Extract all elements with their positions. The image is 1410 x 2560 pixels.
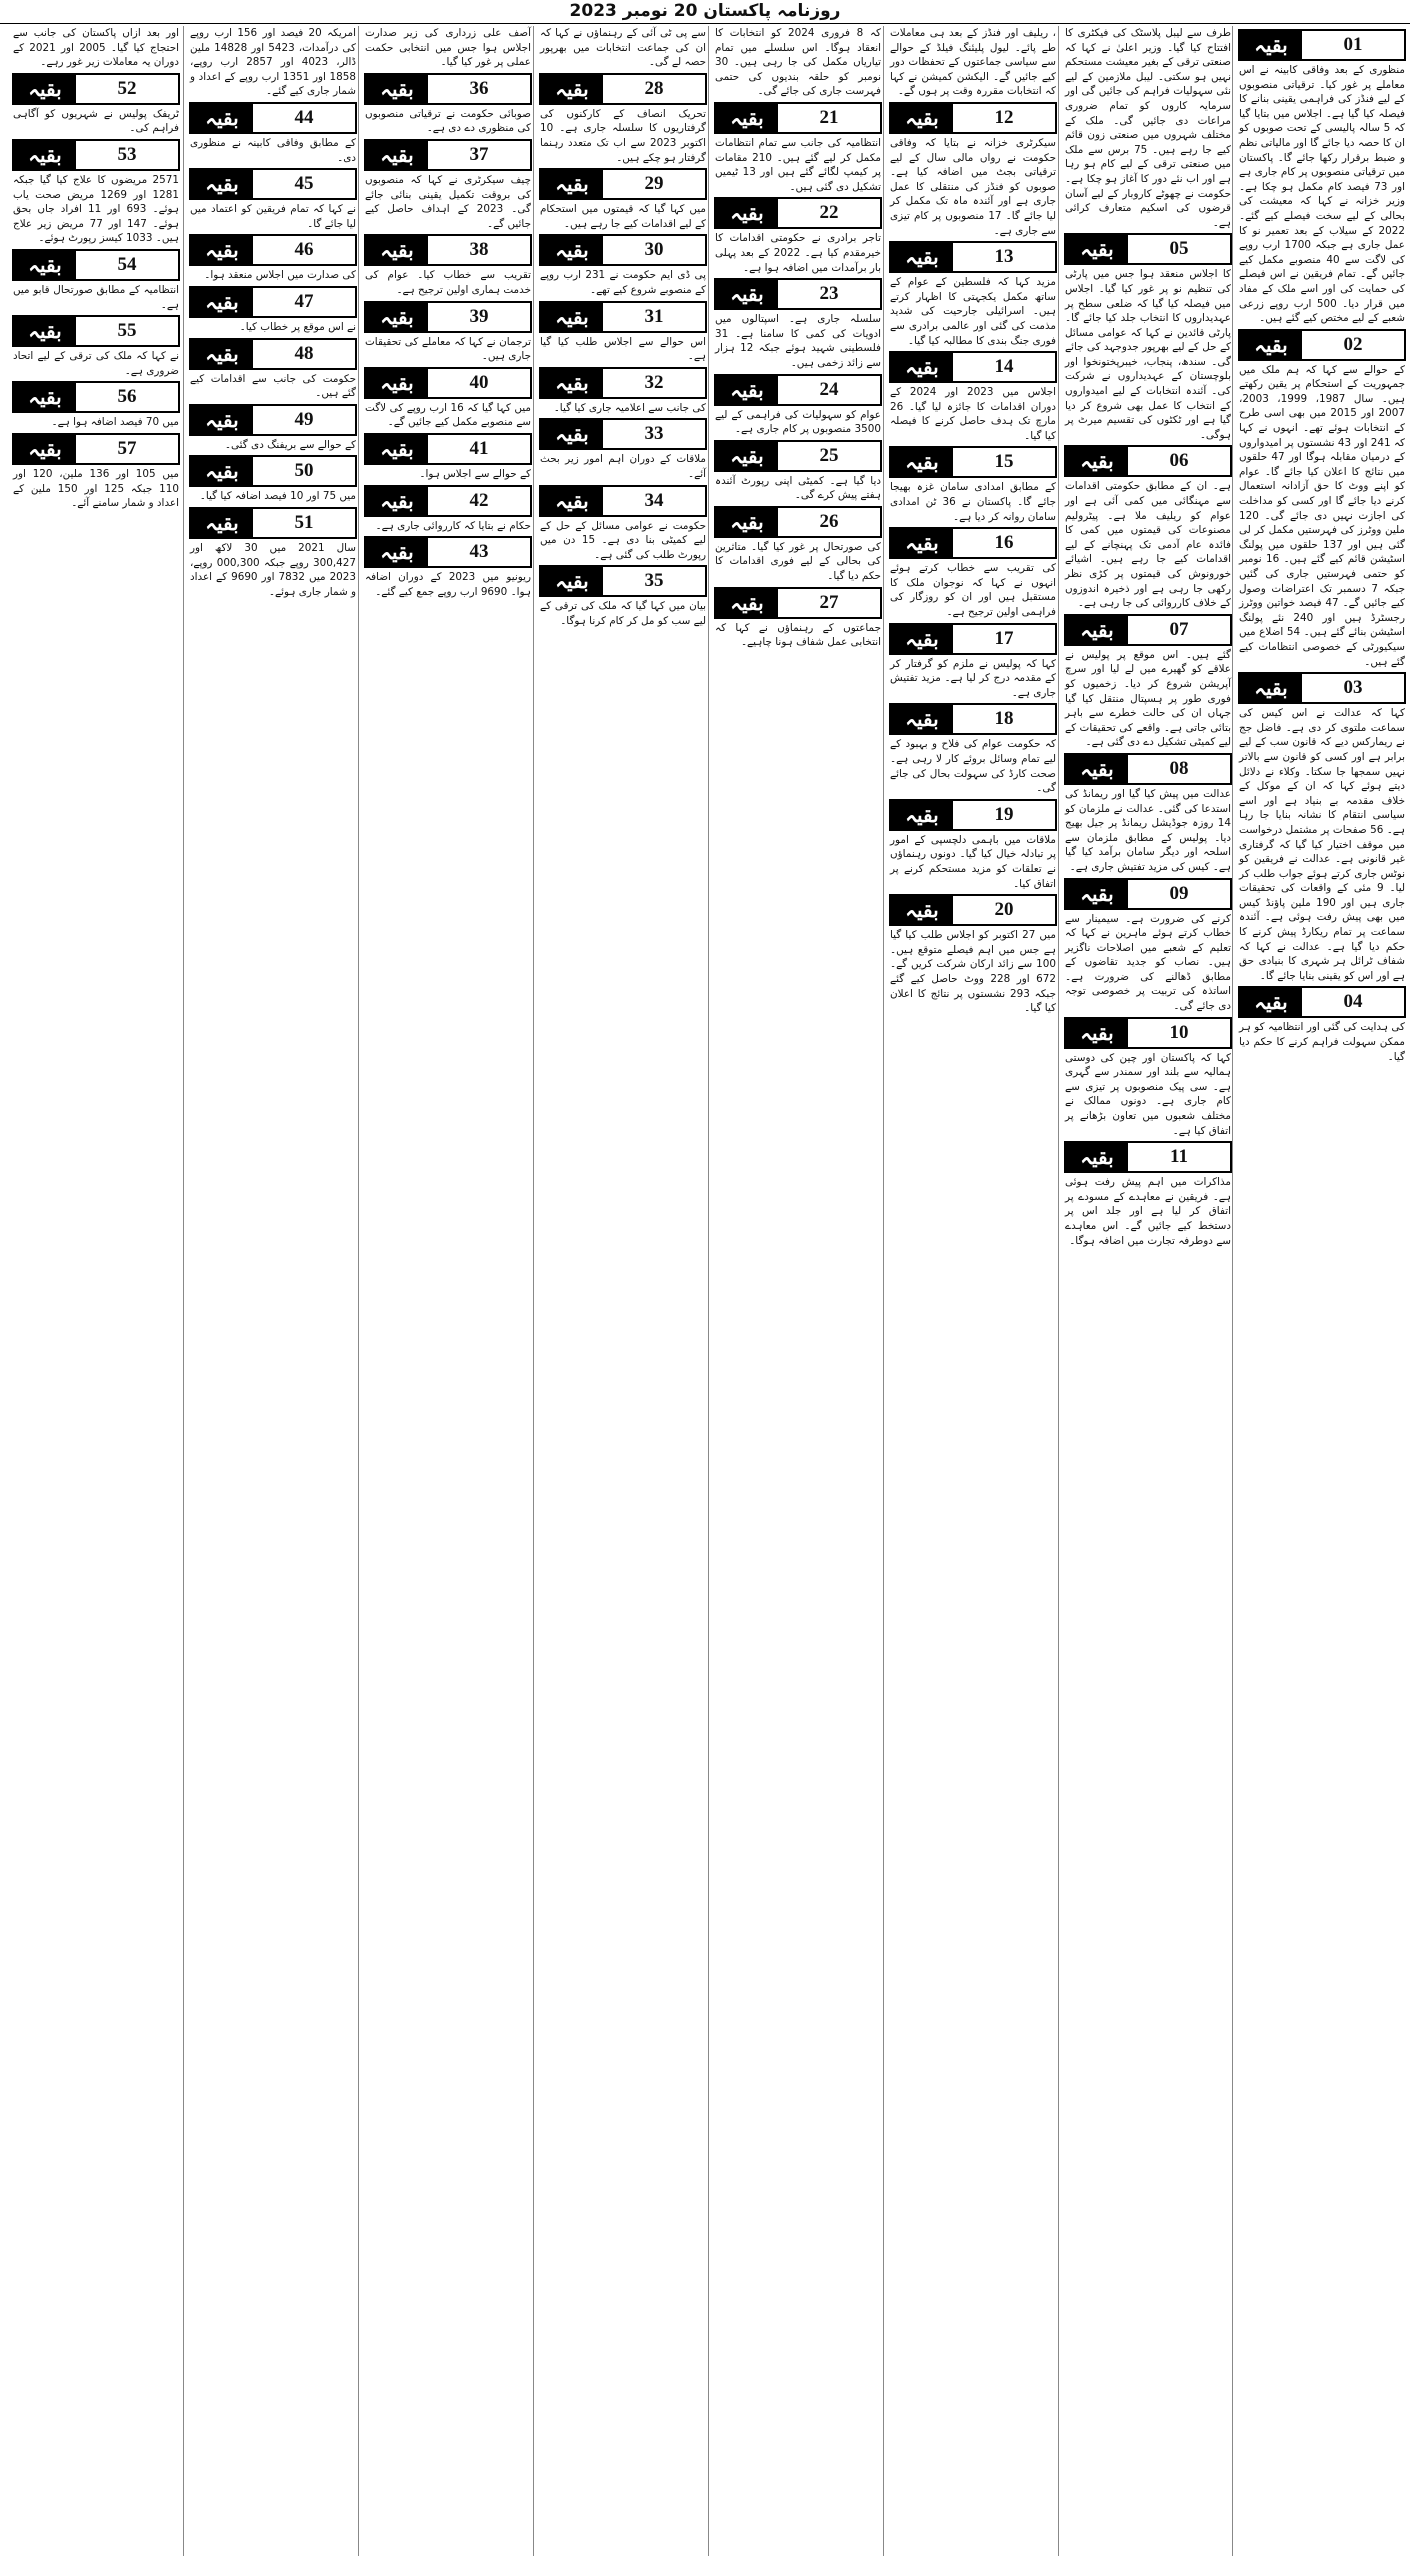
article-text: نے کہا کہ ملک کی ترقی کے لیے اتحاد ضروری ہے۔: [13, 350, 179, 377]
column-divider: [1058, 26, 1059, 2556]
continuation-number: 01: [1343, 34, 1363, 55]
continuation-number: 53: [117, 143, 137, 165]
article-text: ترجمان نے کہا کہ معاملے کی تحقیقات جاری ہیں۔: [365, 335, 531, 363]
continuation-box: [714, 278, 882, 310]
article-text: انتظامیہ کی جانب سے تمام انتظامات مکمل کر لیے گئے ہیں۔ 210 مقامات پر کیمپ لگائے گئے ہیں اور 13 ٹیمیں تشکیل دی گئی ہیں۔: [715, 136, 881, 193]
continuation-label: بقیہ: [541, 236, 603, 264]
continuation-label: بقیہ: [891, 896, 953, 924]
continuation-box: [889, 527, 1057, 559]
column-divider: [358, 26, 359, 2556]
continuation-number: 46: [294, 239, 314, 261]
article-text: کہا کہ عدالت نے اس کیس کی سماعت ملتوی کر دی ہے۔ فاضل جج نے ریمارکس دیے کہ قانون سب کے لیے برابر ہے اور کسی کو قانون سے بالاتر نہیں سمجھا جا سکتا۔ وکلاء نے دلائل دیتے ہوئے کہا کہ ان کے موکل کے خلاف مقدمہ بے بنیاد ہے اور اسے سیاسی انتقام کا نشانہ بنایا جا رہا ہے۔ 56 صفحات پر مشتمل درخواست میں موقف اختیار کیا گیا کہ گرفتاری غیر قانونی ہے۔ عدالت نے فریقین کو نوٹس جاری کرتے ہوئے جواب طلب کر لیا۔ 9 مئی کے واقعات کی تحقیقات جاری ہیں اور 190 ملین پاؤنڈ کیس میں بھی پیش رفت ہوئی ہے۔ آئندہ سماعت پر تمام ریکارڈ پیش کرنے کا حکم دیا گیا ہے۔ عدالت نے کہا کہ شفاف ٹرائل ہر شہری کا بنیادی حق ہے اور اس کو یقینی بنایا جائے گا۔: [1239, 707, 1406, 982]
continuation-label: بقیہ: [541, 170, 603, 198]
column-3: [889, 26, 1057, 2556]
continuation-number: 54: [117, 253, 137, 275]
continuation-label: بقیہ: [1240, 674, 1302, 702]
continuation-label: بقیہ: [541, 75, 603, 103]
continuation-label: بقیہ: [1066, 447, 1128, 475]
continuation-label: بقیہ: [891, 705, 953, 733]
continuation-number: 21: [819, 106, 839, 128]
continuation-label: بقیہ: [366, 141, 428, 169]
article-text: ملاقات میں باہمی دلچسپی کے امور پر تبادلہ خیال کیا گیا۔ دونوں رہنماؤں نے تعلقات کو مزید مستحکم کرنے پر اتفاق کیا۔: [890, 833, 1056, 890]
continuation-number: 14: [994, 356, 1014, 378]
column-7: [189, 26, 357, 2556]
continuation-number: 02: [1343, 333, 1363, 355]
continuation-label: بقیہ: [14, 383, 76, 411]
article-text: اس حوالے سے اجلاس طلب کیا گیا ہے۔: [540, 335, 706, 363]
page-masthead: روزنامہ پاکستان 20 نومبر 2023: [569, 1, 841, 21]
continuation-label: بقیہ: [891, 353, 953, 381]
column-2: [1064, 26, 1232, 2556]
continuation-number: 18: [994, 708, 1014, 730]
article-text: گئے ہیں۔ اس موقع پر پولیس نے علاقے کو گھیرے میں لے لیا اور سرچ آپریشن شروع کر دیا۔ زخمیوں کو فوری طور پر ہسپتال منتقل کیا گیا جہاں ان کی حالت خطرے سے باہر بتائی جاتی ہے۔ واقعے کی تحقیقات کے لیے کمیٹی تشکیل دے دی گئی ہے۔: [1065, 648, 1231, 749]
continuation-box: [539, 73, 707, 105]
continuation-number: 15: [994, 451, 1014, 473]
continuation-number: 13: [994, 246, 1014, 268]
continuation-number: 04: [1343, 991, 1363, 1013]
continuation-box: [189, 286, 357, 318]
continuation-number: 16: [994, 532, 1014, 554]
continuation-number: 50: [294, 460, 314, 482]
article-text: تقریب سے خطاب کیا۔ عوام کی خدمت ہماری اولین ترجیح ہے۔: [365, 269, 531, 296]
continuation-box: [1238, 29, 1406, 61]
article-text: طرف سے لیبل پلاسٹک کی فیکٹری کا افتتاح کیا گیا۔ وزیر اعلیٰ نے کہا کہ صنعتی ترقی کے بغیر معیشت مستحکم نہیں ہو سکتی۔ لیبل ملازمین کے لیے نئی سہولیات فراہم کی جائیں گی اور سرمایہ کاروں کو تمام ضروری مراعات دی جائیں گی۔ ملک کے مختلف شہروں میں صنعتی زون قائم کیے جا رہے ہیں۔ 75 برس سے ملک میں صنعتی ترقی کے لیے کام ہو رہا ہے اور اب نئے دور کا آغاز ہو چکا ہے۔ حکومت نے چھوٹے کاروبار کے لیے آسان قرضوں کی اسکیم متعارف کرائی ہے۔: [1065, 27, 1231, 229]
continuation-box: [714, 587, 882, 619]
article-text: سیکرٹری خزانہ نے بتایا کہ وفاقی حکومت نے رواں مالی سال کے لیے ترقیاتی بجٹ میں اضافہ کیا ہے۔ صوبوں کو فنڈز کی منتقلی کا عمل جاری ہے اور آئندہ ماہ تک مکمل کر لیا جائے گا۔ 17 منصوبوں پر کام تیزی سے جاری ہے۔: [890, 136, 1056, 237]
continuation-label: بقیہ: [366, 75, 428, 103]
continuation-label: بقیہ: [716, 442, 778, 470]
continuation-label: بقیہ: [14, 317, 76, 345]
article-text: کا اجلاس منعقد ہوا جس میں پارٹی کی تنظیم نو پر غور کیا گیا۔ اجلاس میں فیصلہ کیا گیا کہ ضلعی سطح پر عہدیداروں کا انتخاب جلد کیا جائے گا۔ پارٹی قائدین نے کہا کہ عوامی مسائل کے حل کے لیے بھرپور جدوجہد کی جائے گی۔ سندھ، پنجاب، خیبرپختونخوا اور بلوچستان کے عہدیداروں نے شرکت کی۔ آئندہ انتخابات کے لیے امیدواروں کے انتخاب کا عمل بھی شروع کر دیا گیا ہے اور ٹکٹوں کی تقسیم میرٹ پر ہوگی۔: [1065, 268, 1231, 441]
column-6: [364, 26, 532, 2556]
continuation-box: [1064, 878, 1232, 910]
article-text: کہا کہ پاکستان اور چین کی دوستی ہمالیہ سے بلند اور سمندر سے گہری ہے۔ سی پیک منصوبوں پر تیزی سے کام جاری ہے۔ دونوں ممالک نے مختلف شعبوں میں تعاون بڑھانے پر اتفاق کیا ہے۔: [1065, 1051, 1231, 1137]
article-text: تحریک انصاف کے کارکنوں کی گرفتاریوں کا سلسلہ جاری ہے۔ 10 اکتوبر 2023 سے اب تک متعدد رہنما گرفتار ہو چکے ہیں۔: [540, 107, 707, 164]
continuation-number: 10: [1169, 1021, 1189, 1043]
continuation-box: [189, 234, 357, 266]
continuation-box: [12, 139, 180, 171]
article-text: کے حوالے سے اجلاس ہوا۔: [419, 467, 531, 480]
continuation-number: 48: [294, 342, 314, 364]
article-text: میں 75 اور 10 فیصد اضافہ کیا گیا۔: [199, 490, 356, 503]
continuation-label: بقیہ: [716, 589, 778, 617]
continuation-label: بقیہ: [716, 508, 778, 536]
article-text: انتظامیہ کے مطابق صورتحال قابو میں ہے۔: [13, 283, 179, 311]
continuation-box: [1064, 753, 1232, 785]
article-text: اجلاس میں 2023 اور 2024 کے دوران اقدامات کا جائزہ لیا گیا۔ 26 مارچ تک ہدف حاصل کرنے کا فیصلہ کیا گیا۔: [890, 386, 1056, 442]
column-divider: [708, 26, 709, 2556]
continuation-label: بقیہ: [191, 288, 253, 316]
article-text: میں کہا گیا کہ قیمتوں میں استحکام کے لیے اقدامات کیے جا رہے ہیں۔: [540, 203, 706, 230]
continuation-number: 57: [117, 437, 137, 459]
article-text: امریکہ 20 فیصد اور 156 ارب روپے کی درآمدات، 5423 اور 14828 ملین ڈالر، 4023 اور 2857 ارب روپے، 1858 اور 1351 ارب روپے کے اعداد و شمار جاری کیے گئے۔: [190, 27, 356, 98]
continuation-number: 36: [469, 77, 489, 99]
continuation-number: 52: [117, 77, 137, 99]
continuation-number: 44: [294, 106, 314, 128]
continuation-box: [714, 506, 882, 538]
continuation-label: بقیہ: [1066, 880, 1128, 908]
column-1: [1238, 26, 1406, 2556]
article-text: کے حوالے سے کہا کہ ہم ملک میں جمہوریت کے استحکام پر یقین رکھتے ہیں۔ سال 1987، 1999، 2003، 2007 اور 2015 میں بھی اسی طرح کے انتخابات ہوئے تھے۔ انہوں نے کہا کہ 241 اور 43 نشستوں پر امیدواروں کے درمیان مقابلہ ہوگا اور 47 حلقوں میں نتائج کا اعلان کیا جائے گا۔ عوام کو اپنے ووٹ کا حق آزادانہ استعمال کرنے دیا جائے گا اور کسی کو مداخلت کی اجازت نہیں دی جائے گی۔ 120 ملین ووٹرز کی فہرستیں مکمل کر لی گئی ہیں اور 137 حلقوں میں پولنگ اسٹیشن قائم کیے گئے ہیں۔ 16 نومبر کو حتمی فہرستیں جاری کی گئیں جبکہ 7 دسمبر تک اعتراضات وصول کیے جائیں گے۔ 47 فیصد خواتین ووٹرز رجسٹرڈ ہیں اور 240 نئے پولنگ اسٹیشن بنائے گئے ہیں۔ 54 اضلاع میں سیکیورٹی کے خصوصی انتظامات کیے گئے ہیں۔: [1239, 363, 1406, 668]
column-divider: [1232, 26, 1233, 2556]
continuation-number: 05: [1169, 238, 1189, 260]
continuation-number: 40: [469, 371, 489, 393]
continuation-label: بقیہ: [14, 435, 76, 463]
continuation-box: [889, 446, 1057, 478]
article-text: ملاقات کے دوران اہم امور زیر بحث آئے۔: [540, 453, 706, 480]
continuation-box: [12, 433, 180, 465]
continuation-label: بقیہ: [541, 487, 603, 515]
article-text: کی صورتحال پر غور کیا گیا۔ متاثرین کی بحالی کے لیے فوری اقدامات کا حکم دیا گیا۔: [715, 540, 881, 583]
article-text: کے مطابق امدادی سامان غزہ بھیجا جائے گا۔ پاکستان نے 36 ٹن امدادی سامان روانہ کر دیا ہے۔: [890, 481, 1057, 523]
continuation-box: [714, 374, 882, 406]
continuation-box: [714, 197, 882, 229]
continuation-box: [714, 102, 882, 134]
continuation-box: [1064, 1017, 1232, 1049]
continuation-number: 29: [644, 173, 664, 195]
continuation-number: 20: [994, 899, 1014, 921]
continuation-number: 26: [819, 510, 839, 532]
continuation-box: [889, 102, 1057, 134]
continuation-number: 49: [294, 408, 314, 430]
article-text: نے کہا کہ تمام فریقین کو اعتماد میں لیا جائے گا۔: [190, 203, 356, 230]
continuation-box: [364, 367, 532, 399]
article-text: کرنے کی ضرورت ہے۔ سیمینار سے خطاب کرتے ہوئے ماہرین نے کہا کہ تعلیم کے شعبے میں اصلاحات ناگزیر ہیں۔ نصاب کو جدید تقاضوں کے مطابق ڈھالنے کی ضرورت ہے۔ اساتذہ کی تربیت پر خصوصی توجہ دی جائے گی۔: [1065, 912, 1231, 1013]
continuation-label: بقیہ: [891, 243, 953, 271]
continuation-number: 08: [1169, 757, 1189, 779]
article-text: حکام نے بتایا کہ کارروائی جاری ہے۔: [375, 519, 531, 532]
article-text: کی تقریب سے خطاب کرتے ہوئے انہوں نے کہا کہ نوجوان ملک کا مستقبل ہیں اور ان کو روزگار کی فراہمی اولین ترجیح ہے۔: [890, 562, 1056, 619]
continuation-number: 51: [294, 511, 314, 533]
continuation-label: بقیہ: [1066, 1019, 1128, 1047]
continuation-label: بقیہ: [191, 236, 253, 264]
continuation-label: بقیہ: [191, 170, 253, 198]
continuation-box: [889, 241, 1057, 273]
continuation-number: 23: [819, 283, 839, 305]
continuation-number: 32: [644, 371, 664, 393]
continuation-number: 22: [819, 202, 839, 224]
article-text: ہے۔ ان کے مطابق حکومتی اقدامات سے مہنگائی میں کمی آئی ہے اور عوام کو ریلیف ملا ہے۔ پیٹرولیم مصنوعات کی قیمتوں میں کمی کا فائدہ عام آدمی تک پہنچانے کے لیے اقدامات کیے جا رہے ہیں۔ اشیائے خورونوش کی قیمتوں پر کڑی نظر رکھی جا رہی ہے اور ذخیرہ اندوزوں کے خلاف کارروائی کی جا رہی ہے۔: [1065, 480, 1231, 610]
column-divider: [183, 26, 184, 2556]
article-text: بیان میں کہا گیا کہ ملک کی ترقی کے لیے سب کو مل کر کام کرنا ہوگا۔: [540, 600, 706, 627]
article-text: 2571 مریضوں کا علاج کیا گیا جبکہ 1281 اور 1269 مریض صحت یاب ہوئے۔ 693 اور 11 افراد جاں بحق ہوئے۔ 147 اور 77 مریض زیر علاج ہیں۔ 1033 کیسز رپورٹ ہوئے۔: [13, 173, 179, 245]
continuation-box: [889, 703, 1057, 735]
article-text: کی ہدایت کی گئی اور انتظامیہ کو ہر ممکن سہولت فراہم کرنے کا حکم دیا گیا۔: [1239, 1021, 1405, 1063]
article-text: حکومت نے عوامی مسائل کے حل کے لیے کمیٹی بنا دی ہے۔ 15 دن میں رپورٹ طلب کی گئی ہے۔: [540, 519, 706, 561]
continuation-label: بقیہ: [541, 369, 603, 397]
article-text: کی صدارت میں اجلاس منعقد ہوا۔: [204, 269, 356, 282]
column-8: [12, 26, 180, 2556]
continuation-number: 43: [469, 541, 489, 563]
continuation-number: 34: [644, 489, 664, 511]
continuation-number: 25: [819, 444, 839, 466]
continuation-label: بقیہ: [1240, 331, 1302, 359]
continuation-label: بقیہ: [191, 457, 253, 485]
continuation-box: [364, 485, 532, 517]
continuation-label: بقیہ: [1066, 1143, 1128, 1171]
article-text: سلسلہ جاری ہے۔ اسپتالوں میں ادویات کی کمی کا سامنا ہے۔ 31 فلسطینی شہید ہوئے جبکہ 12 ہزار سے زائد زخمی ہیں۔: [715, 313, 881, 369]
continuation-number: 27: [819, 591, 839, 613]
continuation-box: [189, 338, 357, 370]
article-text: عوام کو سہولیات کی فراہمی کے لیے 3500 منصوبوں پر کام جاری ہے۔: [715, 408, 881, 436]
continuation-number: 06: [1169, 450, 1189, 472]
article-text: اور بعد ازاں پاکستان کی جانب سے احتجاج کیا گیا۔ 2005 اور 2021 کے دوران یہ معاملات زیر غور رہے۔: [13, 27, 180, 69]
continuation-label: بقیہ: [191, 340, 253, 368]
continuation-box: [189, 102, 357, 134]
continuation-number: 03: [1343, 677, 1363, 699]
continuation-number: 12: [994, 106, 1014, 128]
continuation-number: 35: [644, 570, 664, 592]
continuation-label: بقیہ: [191, 406, 253, 434]
continuation-box: [189, 455, 357, 487]
continuation-box: [364, 536, 532, 568]
continuation-label: بقیہ: [366, 487, 428, 515]
continuation-box: [889, 894, 1057, 926]
continuation-label: بقیہ: [541, 567, 603, 595]
continuation-box: [12, 249, 180, 281]
continuation-label: بقیہ: [366, 236, 428, 264]
continuation-box: [539, 367, 707, 399]
continuation-label: بقیہ: [14, 251, 76, 279]
continuation-box: [189, 168, 357, 200]
column-divider: [533, 26, 534, 2556]
article-text: ریونیو میں 2023 کے دوران اضافہ ہوا۔ 9690 ارب روپے جمع کیے گئے۔: [365, 571, 531, 598]
continuation-box: [539, 418, 707, 450]
continuation-number: 45: [294, 173, 314, 195]
continuation-label: بقیہ: [1066, 235, 1128, 263]
continuation-box: [539, 565, 707, 597]
article-text: دیا گیا ہے۔ کمیٹی اپنی رپورٹ آئندہ ہفتے پیش کرے گی۔: [715, 474, 881, 502]
continuation-label: بقیہ: [1240, 988, 1302, 1016]
continuation-number: 56: [117, 386, 137, 408]
continuation-number: 38: [469, 239, 489, 261]
continuation-box: [889, 799, 1057, 831]
continuation-label: بقیہ: [891, 104, 953, 132]
continuation-label: بقیہ: [191, 509, 253, 537]
column-divider: [883, 26, 884, 2556]
article-text: آصف علی زرداری کی زیر صدارت اجلاس ہوا جس میں انتخابی حکمت عملی پر غور کیا گیا۔: [365, 27, 531, 69]
article-text: مزید کہا کہ فلسطین کے عوام کے ساتھ مکمل یکجہتی کا اظہار کرتے ہیں۔ اسرائیلی جارحیت کی شدید مذمت کی گئی اور عالمی برادری سے فوری جنگ بندی کا مطالبہ کیا گیا۔: [890, 276, 1056, 347]
article-text: مذاکرات میں اہم پیش رفت ہوئی ہے۔ فریقین نے معاہدے کے مسودے پر اتفاق کر لیا ہے اور جلد اس پر دستخط کیے جائیں گے۔ اس معاہدے سے دوطرفہ تجارت میں اضافہ ہوگا۔: [1065, 1176, 1231, 1247]
article-text: ، ریلیف اور فنڈز کے بعد ہی معاملات طے پائے۔ لیول پلیئنگ فیلڈ کے حوالے سے سیاسی جماعتوں کے تحفظات دور کیے جائیں گے۔ الیکشن کمیشن نے کہا کہ انتخابات مقررہ وقت پر ہوں گے۔: [890, 27, 1056, 98]
article-text: کی جانب سے اعلامیہ جاری کیا گیا۔: [553, 401, 706, 414]
continuation-label: بقیہ: [191, 104, 253, 132]
continuation-number: 31: [644, 305, 664, 327]
continuation-label: بقیہ: [891, 448, 953, 476]
continuation-box: [889, 623, 1057, 655]
continuation-box: [12, 73, 180, 105]
article-text: کے مطابق وفاقی کابینہ نے منظوری دی۔: [190, 136, 356, 164]
article-text: نے اس موقع پر خطاب کیا۔: [239, 320, 356, 333]
continuation-number: 07: [1169, 618, 1189, 640]
article-text: پی ڈی ایم حکومت نے 231 ارب روپے کے منصوبے شروع کیے تھے۔: [540, 269, 706, 296]
article-text: حکومت کی جانب سے اقدامات کیے گئے ہیں۔: [190, 372, 356, 400]
continuation-box: [714, 440, 882, 472]
article-text: سے پی ٹی آئی کے رہنماؤں نے کہا کہ ان کی جماعت انتخابات میں بھرپور حصہ لے گی۔: [540, 27, 706, 69]
continuation-box: [364, 433, 532, 465]
continuation-box: [1238, 329, 1406, 361]
continuation-label: بقیہ: [716, 280, 778, 308]
continuation-number: 11: [1170, 1146, 1188, 1168]
continuation-label: بقیہ: [891, 625, 953, 653]
article-text: جماعتوں کے رہنماؤں نے کہا کہ انتخابی عمل شفاف ہونا چاہیے۔: [715, 621, 881, 649]
continuation-number: 39: [469, 305, 489, 327]
continuation-label: بقیہ: [366, 538, 428, 566]
header-rule: [0, 23, 1410, 24]
continuation-label: بقیہ: [1066, 616, 1128, 644]
continuation-box: [539, 234, 707, 266]
continuation-box: [539, 301, 707, 333]
continuation-number: 30: [644, 239, 664, 261]
continuation-label: بقیہ: [541, 303, 603, 331]
article-text: منظوری کے بعد وفاقی کابینہ نے اس معاملے پر غور کیا۔ ترقیاتی منصوبوں کے لیے فنڈز کی فراہمی یقینی بنانے کا فیصلہ کیا گیا ہے۔ اجلاس میں بتایا گیا کہ 5 سالہ پالیسی کے تحت صوبوں کو ان کا حصہ دیا جائے گا اور مالیاتی نظم و ضبط برقرار رکھا جائے گا۔ پاکستان میں ترقیاتی منصوبوں پر کام جاری ہے اور 73 فیصد کام مکمل ہو چکا ہے۔ وزیر خزانہ نے کہا کہ معیشت کی بحالی کے لیے سخت فیصلے کیے گئے۔ 2022 کے سیلاب کے بعد تعمیر نو کا عمل جاری ہے جبکہ 1700 ارب روپے کی لاگت سے 40 منصوبے مکمل کیے جائیں گے۔ تمام فریقین نے اس فیصلے کی حمایت کی اور اسے ملک کے مفاد میں قرار دیا۔ 500 ارب روپے زرعی شعبے کے لیے مختص کیے گئے ہیں۔: [1239, 64, 1406, 325]
article-text: میں 27 اکتوبر کو اجلاس طلب کیا گیا ہے جس میں اہم فیصلے متوقع ہیں۔ 100 سے زائد ارکان شرکت کریں گے۔ 672 اور 228 ووٹ حاصل کیے گئے جبکہ 293 نشستوں پر نتائج کا اعلان کیا گیا۔: [890, 929, 1056, 1015]
continuation-box: [1238, 672, 1406, 704]
column-4: [714, 26, 882, 2556]
continuation-label: بقیہ: [366, 369, 428, 397]
continuation-label: بقیہ: [14, 75, 76, 103]
continuation-number: 19: [994, 803, 1014, 825]
continuation-box: [1064, 445, 1232, 477]
continuation-label: بقیہ: [891, 801, 953, 829]
continuation-number: 47: [294, 290, 314, 312]
continuation-label: بقیہ: [716, 376, 778, 404]
continuation-box: [889, 351, 1057, 383]
article-text: چیف سیکرٹری نے کہا کہ منصوبوں کی بروقت تکمیل یقینی بنائی جائے گی۔ 2023 کے اہداف حاصل کیے جائیں گے۔: [365, 173, 531, 230]
continuation-box: [364, 301, 532, 333]
article-text: میں 105 اور 136 ملین، 120 اور 110 جبکہ 125 اور 150 ملین کے اعداد و شمار سامنے آئے۔: [13, 467, 179, 510]
continuation-label: بقیہ: [716, 199, 778, 227]
article-text: ٹریفک پولیس نے شہریوں کو آگاہی فراہم کی۔: [13, 107, 179, 135]
continuation-number: 37: [469, 143, 489, 165]
continuation-label: بقیہ: [366, 303, 428, 331]
column-5: [539, 26, 707, 2556]
continuation-number: 17: [994, 627, 1014, 649]
article-text: کے حوالے سے بریفنگ دی گئی۔: [224, 438, 356, 451]
continuation-number: 24: [819, 378, 839, 400]
continuation-number: 41: [469, 437, 489, 459]
continuation-box: [364, 234, 532, 266]
article-text: کہ 8 فروری 2024 کو انتخابات کا انعقاد ہوگا۔ اس سلسلے میں تمام تیاریاں مکمل کی جا رہی ہیں۔ 30 نومبر کو حلقہ بندیوں کی حتمی فہرست جاری کی جائے گی۔: [715, 27, 881, 98]
article-text: عدالت میں پیش کیا گیا اور ریمانڈ کی استدعا کی گئی۔ عدالت نے ملزمان کو 14 روزہ جوڈیشل ریمانڈ پر جیل بھیج دیا۔ پولیس کے مطابق ملزمان سے اسلحہ اور دیگر سامان برآمد کیا گیا ہے۔ کیس کی مزید تفتیش جاری ہے۔: [1065, 787, 1231, 873]
continuation-label: بقیہ: [716, 104, 778, 132]
continuation-box: [364, 139, 532, 171]
article-text: کہ حکومت عوام کی فلاح و بہبود کے لیے تمام وسائل بروئے کار لا رہی ہے۔ صحت کارڈ کی سہولت بحال کی جائے گی۔: [890, 738, 1056, 795]
continuation-box: [189, 404, 357, 436]
continuation-label: بقیہ: [891, 529, 953, 557]
continuation-box: [1064, 614, 1232, 646]
continuation-box: [1238, 986, 1406, 1018]
article-text: میں 70 فیصد اضافہ ہوا ہے۔: [51, 416, 179, 429]
continuation-label: بقیہ: [14, 141, 76, 169]
continuation-box: [1064, 1141, 1232, 1173]
continuation-label: بقیہ: [541, 420, 603, 448]
continuation-number: 42: [469, 489, 489, 511]
continuation-box: [364, 73, 532, 105]
continuation-number: 09: [1169, 882, 1189, 904]
continuation-box: [539, 168, 707, 200]
continuation-number: 55: [117, 320, 137, 342]
article-text: صوبائی حکومت نے ترقیاتی منصوبوں کی منظوری دے دی ہے۔: [365, 107, 531, 135]
continuation-box: [539, 485, 707, 517]
continuation-label: بقیہ: [1066, 755, 1128, 783]
continuation-box: [12, 381, 180, 413]
article-text: کہا کہ پولیس نے ملزم کو گرفتار کر کے مقدمہ درج کر لیا ہے۔ مزید تفتیش جاری ہے۔: [890, 657, 1056, 699]
continuation-box: [189, 507, 357, 539]
article-text: سال 2021 میں 30 لاکھ اور 300,427 روپے جبکہ 000,300 روپے، 2023 میں 7832 اور 9690 کے اعداد و شمار جاری ہوئے۔: [190, 541, 357, 598]
continuation-box: [1064, 233, 1232, 265]
continuation-box: [12, 315, 180, 347]
continuation-number: 33: [644, 423, 664, 445]
article-text: میں کہا گیا کہ 16 ارب روپے کی لاگت سے منصوبے مکمل کیے جائیں گے۔: [365, 401, 531, 429]
article-text: تاجر برادری نے حکومتی اقدامات کا خیرمقدم کیا ہے۔ 2022 کے بعد پہلی بار برآمدات میں اضافہ ہوا ہے۔: [715, 232, 881, 274]
continuation-label: بقیہ: [1240, 31, 1302, 59]
continuation-number: 28: [644, 77, 664, 99]
continuation-label: بقیہ: [366, 435, 428, 463]
